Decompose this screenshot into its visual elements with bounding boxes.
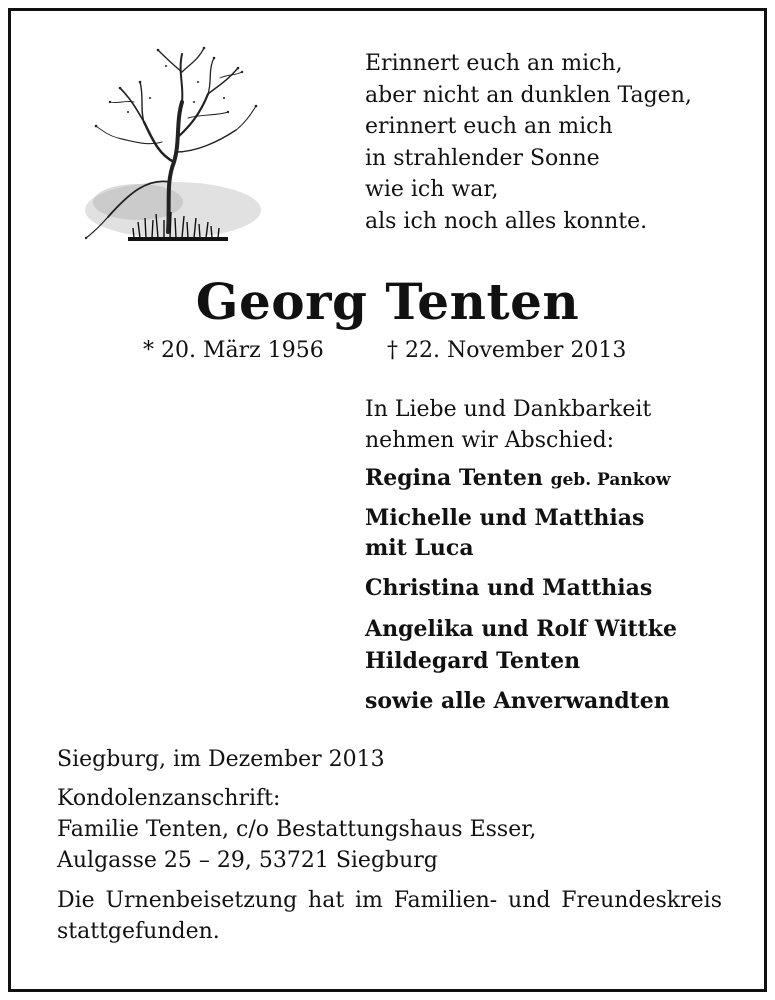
mourner-name: Regina Tenten	[365, 465, 543, 491]
poem-line: aber nicht an dunklen Tagen,	[365, 82, 692, 108]
mourner-luca: mit Luca	[365, 535, 474, 561]
poem-line: in strahlender Sonne	[365, 145, 600, 171]
tree-icon	[78, 42, 268, 257]
poem-line: als ich noch alles konnte.	[365, 208, 648, 234]
mourners-block	[365, 394, 677, 716]
mourner-relatives: sowie alle Anverwandten	[365, 688, 670, 714]
poem-line: erinnert euch an mich	[365, 114, 613, 139]
mourner-regina	[365, 463, 677, 495]
mourner-hildegard: Hildegard Tenten	[365, 648, 581, 674]
place-date: Siegburg, im Dezember 2013	[57, 747, 385, 772]
farewell-line: nehmen wir Abschied:	[365, 428, 615, 453]
condolence-address: Familie Tenten, c/o Bestattungshaus Esser,	[57, 817, 537, 842]
mourner-michelle: Michelle und Matthias	[365, 505, 645, 531]
deceased-name: Georg Tenten	[195, 272, 580, 331]
burial-note: Die Urnenbeisetzung hat im Familien- und Freundeskreis	[57, 888, 722, 913]
memorial-poem	[365, 48, 692, 237]
death-date: † 22. November 2013	[387, 338, 627, 363]
birth-date: * 20. März 1956	[143, 338, 324, 363]
mourner-angelika: Angelika und Rolf Wittke	[365, 616, 678, 642]
burial-note: stattgefunden.	[57, 919, 220, 944]
condolence-label: Kondolenzanschrift:	[57, 786, 281, 811]
farewell-line: In Liebe und Dankbarkeit	[365, 397, 652, 422]
poem-line: Erinnert euch an mich,	[365, 51, 623, 76]
mourner-christina: Christina und Matthias	[365, 575, 653, 601]
farewell-intro	[365, 394, 677, 456]
poem-line: wie ich war,	[365, 177, 499, 202]
footer-block	[57, 744, 722, 947]
condolence-address: Aulgasse 25 – 29, 53721 Siegburg	[57, 848, 438, 873]
maiden-name: geb. Pankow	[550, 470, 671, 490]
